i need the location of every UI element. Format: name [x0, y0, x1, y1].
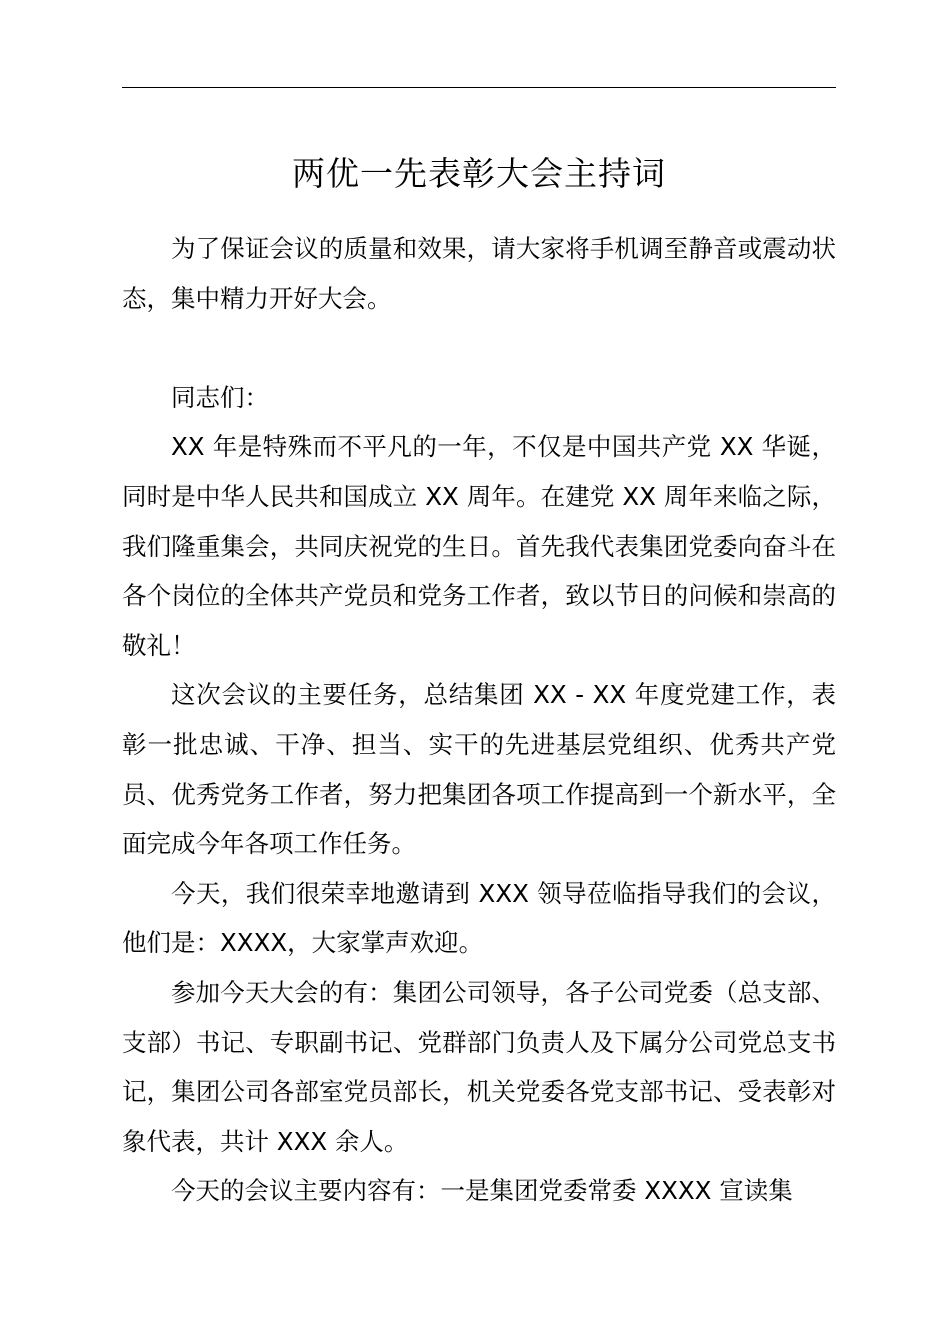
paragraph-main-tasks: 这次会议的主要任务，总结集团 XX - XX 年度党建工作，表彰一批忠诚、干净、担当、实干的先进基层党组织、优秀共产党员、优秀党务工作者，努力把集团各项工作提高到一个新水平，全面完成今年各项工作任务。 — [122, 680, 836, 859]
document-body — [122, 224, 836, 1216]
document-title: 两优一先表彰大会主持词 — [292, 154, 666, 193]
paragraph-phone-notice: 为了保证会议的质量和效果，请大家将手机调至静音或震动状态，集中精力开好大会。 — [122, 234, 836, 313]
paragraph-guests: 今天，我们很荣幸地邀请到 XXX 领导莅临指导我们的会议，他们是：XXXX，大家掌声欢迎。 — [122, 878, 836, 958]
paragraph-gap — [122, 323, 836, 373]
paragraph-anniversary: XX 年是特殊而不平凡的一年，不仅是中国共产党 XX 华诞，同时是中华人民共和国成立 XX 周年。在建党 XX 周年来临之际，我们隆重集会，共同庆祝党的生日。首先我代表集团党委向奋斗在各个岗位的全体共产党员和党务工作者，致以节日的问候和崇高的敬礼！ — [122, 432, 836, 660]
paragraph-salutation: 同志们： — [171, 382, 269, 412]
paragraph-agenda: 今天的会议主要内容有：一是集团党委常委 XXXX 宣读集 — [171, 1176, 793, 1206]
paragraph-attendees: 参加今天大会的有：集团公司领导，各子公司党委（总支部、支部）书记、专职副书记、党群部门负责人及下属分公司党总支书记，集团公司各部室党员部长，机关党委各党支部书记、受表彰对象代表，共计 XXX 余人。 — [122, 977, 836, 1156]
header-rule — [122, 87, 836, 88]
